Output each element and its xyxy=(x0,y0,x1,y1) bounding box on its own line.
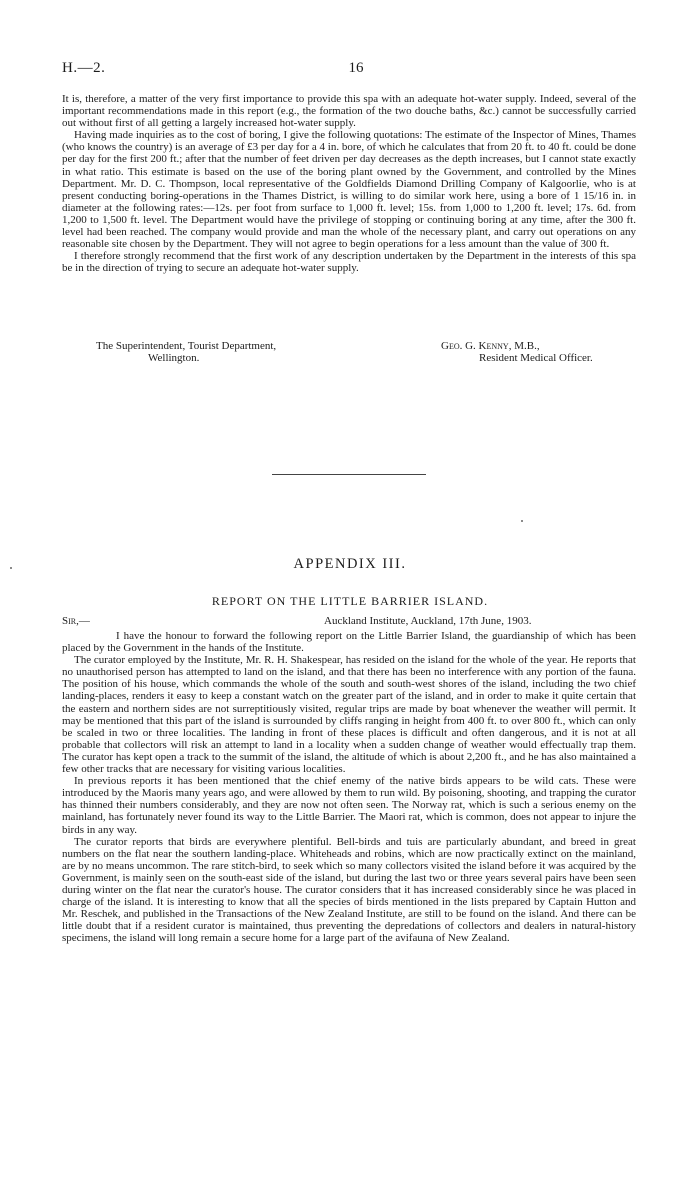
appendix-subtitle: REPORT ON THE LITTLE BARRIER ISLAND. xyxy=(211,594,489,608)
paragraph-forward-report: I have the honour to forward the following report on the Little Barrier Island, the guardianship of which has been placed by the Government in the hands of the Institute. xyxy=(62,630,636,655)
top-text-block xyxy=(62,93,636,274)
scan-speck xyxy=(521,520,523,522)
paragraph-hot-water-importance: It is, therefore, a matter of the very first importance to provide this spa with an adequate hot-water supply. Indeed, several of the important recommendations made in this report (e.g., the formation of the two douche baths, &c.) cannot be successfully carried out without first of all getting a largely increased hot-water supply. xyxy=(62,93,636,130)
appendix-title: APPENDIX III. xyxy=(293,556,407,572)
paragraph-birds-plentiful: The curator reports that birds are everywhere plentiful. Bell-birds and tuis are particularly abundant, and breed in great numbers on the flat near the southern landing-place. Whiteheads and robins, which are now practically extinct on the mainland, are by no means uncommon. The rare stitch-bird, to seek which so many collectors visited the island before it was acquired by the Government, is mainly seen on the south-east side of the island, but during the last two or three years several pairs have been seen during winter on the flat near the curator's house. The curator considers that it has increased considerably since he was placed in charge of the island. It is interesting to know that all the species of birds mentioned in the lists prepared by Captain Hutton and Mr. Reschek, and published in the Transactions of the New Zealand Institute, are still to be found on the island. And there can be little doubt that if a resident curator is maintained, thus preventing the depredations of collectors and dealers in natural-history specimens, the island will long remain a secure home for a large part of the avifauna of New Zealand. xyxy=(62,835,636,945)
section-divider xyxy=(272,474,426,475)
paragraph-wild-cats: In previous reports it has been mentioned that the chief enemy of the native birds appears to be wild cats. These were introduced by the Maoris many years ago, and were allowed by them to run wild. By poisoning, shooting, and trapping the curator has thinned their numbers considerably, and they are now not often seen. The Norway rat, which is such a serious enemy on the mainland, has fortunately never found its way to the Little Barrier. The Maori rat, which is common, does not appear to injure the birds in any way. xyxy=(62,775,637,836)
report-reference: H.—2. xyxy=(62,60,106,76)
signer-block xyxy=(441,340,593,364)
appendix-text-block xyxy=(62,630,636,944)
paragraph-recommendation: I therefore strongly recommend that the first work of any description undertaken by the Department in the interests of this spa be in the direction of trying to secure an adequate hot-water supply. xyxy=(62,250,636,275)
paragraph-boring-quotations: Having made inquiries as to the cost of boring, I give the following quotations: The estimate of the Inspector of Mines, Thames (who knows the country) is an average of £3 per day for a 4 in. bore, of which he calculates that from 20 ft. to 40 ft. could be done per day for the first 200 ft.; after that the number of feet driven per day decreases as the depth increases, but I cannot state exactly in what ratio. This estimate is based on the use of the boring plant owned by the Government, and controlled by the Mines Department. Mr. D. C. Thompson, local representative of the Goldfields Diamond Drilling Company of Kalgoorlie, who is at present conducting boring-operations in the Thames District, is willing to do similar work here, using a bore of 1 15/16 in. in diameter at the following rates:—12s. per foot from surface to 1,000 ft. level; 15s. from 1,000 to 1,200 ft. level; 17s. 6d. from 1,200 to 1,500 ft. level. The Department would have the privilege of stopping or continuing boring at any time, after the 300 ft. level had been reached. The company would provide and man the whole of the necessary plant, and carry out operations on any reasonable site chosen by the Department. They will not agree to begin operations for a less amount than the value of 300 ft. xyxy=(62,129,636,251)
page-number: 16 xyxy=(348,60,364,76)
signer-name: Geo. G. Kenny, M.B., xyxy=(441,340,540,352)
addressee-line: The Superintendent, Tourist Department, xyxy=(96,340,277,352)
paragraph-curator-residence: The curator employed by the Institute, Mr. R. H. Shakespear, has resided on the island for the whole of the year. He reports that no unauthorised person has attempted to land on the island, and that there has been no interference with any portion of the fauna. The position of his house, which commands the whole of the south and south-west shores of the island, including the two chief landing-places, renders it easy to keep a constant watch on the greater part of the island, and in order to make it quite certain that the eastern and northern sides are not surreptitiously visited, regular trips are made by boat whenever the weather will permit. It may be mentioned that this part of the island is surrounded by cliffs ranging in height from 400 ft. to over 800 ft., which can only be scaled in two or three localities. The landing in front of these places is difficult and often dangerous, and it is not at all probable that collectors will risk an attempt to land in a locality when a sudden change of weather would effectually trap them. The curator has kept open a track to the summit of the island, the altitude of which is about 2,200 ft., and he has also maintained a few other tracks that are necessary for visiting various localities. xyxy=(62,654,636,776)
signer-title: Resident Medical Officer. xyxy=(479,352,593,365)
dateline: Auckland Institute, Auckland, 17th June, 1903. xyxy=(324,615,532,627)
addressee-block xyxy=(96,340,276,364)
salutation: Sir,— xyxy=(62,615,90,627)
addressee-city: Wellington. xyxy=(148,352,200,365)
